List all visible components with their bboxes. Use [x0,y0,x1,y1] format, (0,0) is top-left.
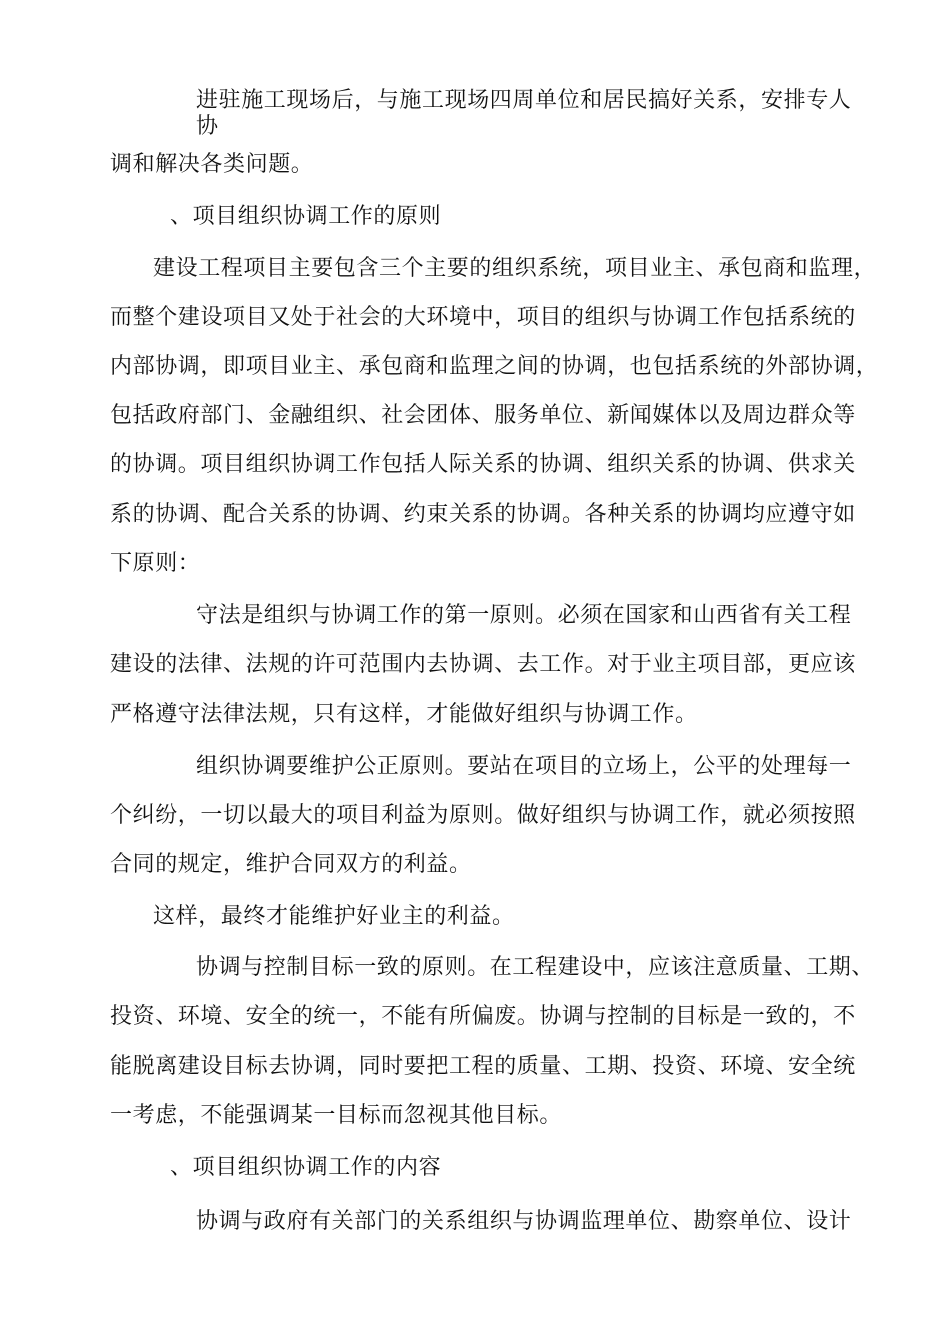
text-line: 投资、环境、安全的统一，不能有所偏废。协调与控制的目标是一致的，不 [110,1004,856,1029]
text-line: 而整个建设项目又处于社会的大环境中，项目的组织与协调工作包括系统的 [110,305,856,330]
text-line: 建设工程项目主要包含三个主要的组织系统，项目业主、承包商和监理， [153,256,877,281]
text-line: 建设的法律、法规的许可范围内去协调、去工作。对于业主项目部，更应该 [110,652,856,677]
text-line: 组织协调要维护公正原则。要站在项目的立场上，公平的处理每一 [196,754,852,779]
text-line: 内部协调，即项目业主、承包商和监理之间的协调，也包括系统的外部协调， [110,354,879,379]
text-line: 协调与控制目标一致的原则。在工程建设中，应该注意质量、工期、 [196,955,875,980]
text-line: 协调与政府有关部门的关系组织与协调监理单位、勘察单位、设计 [196,1209,852,1234]
text-line: 守法是组织与协调工作的第一原则。必须在国家和山西省有关工程 [196,603,852,628]
text-line: 能脱离建设目标去协调，同时要把工程的质量、工期、投资、环境、安全统 [110,1054,856,1079]
text-line: 系的协调、配合关系的协调、约束关系的协调。各种关系的协调均应遵守如 [110,502,856,527]
text-line: 合同的规定，维护合同双方的利益。 [110,852,472,877]
text-line: 严格遵守法律法规，只有这样，才能做好组织与协调工作。 [110,702,698,727]
text-line: 调和解决各类问题。 [110,152,314,177]
section-heading: 、项目组织协调工作的原则 [170,204,442,229]
text-line: 这样，最终才能维护好业主的利益。 [153,904,515,929]
text-line: 一考虑，不能强调某一目标而忽视其他目标。 [110,1103,563,1128]
text-line: 进驻施工现场后，与施工现场四周单位和居民搞好关系，安排专人 [196,88,852,113]
text-line: 的协调。项目组织协调工作包括人际关系的协调、组织关系的协调、供求关 [110,452,856,477]
text-line: 下原则： [110,551,201,576]
section-heading: 、项目组织协调工作的内容 [170,1155,442,1180]
text-line: 个纠纷，一切以最大的项目利益为原则。做好组织与协调工作，就必须按照 [110,803,856,828]
text-line: 协 [196,114,219,139]
text-line: 包括政府部门、金融组织、社会团体、服务单位、新闻媒体以及周边群众等 [110,403,856,428]
